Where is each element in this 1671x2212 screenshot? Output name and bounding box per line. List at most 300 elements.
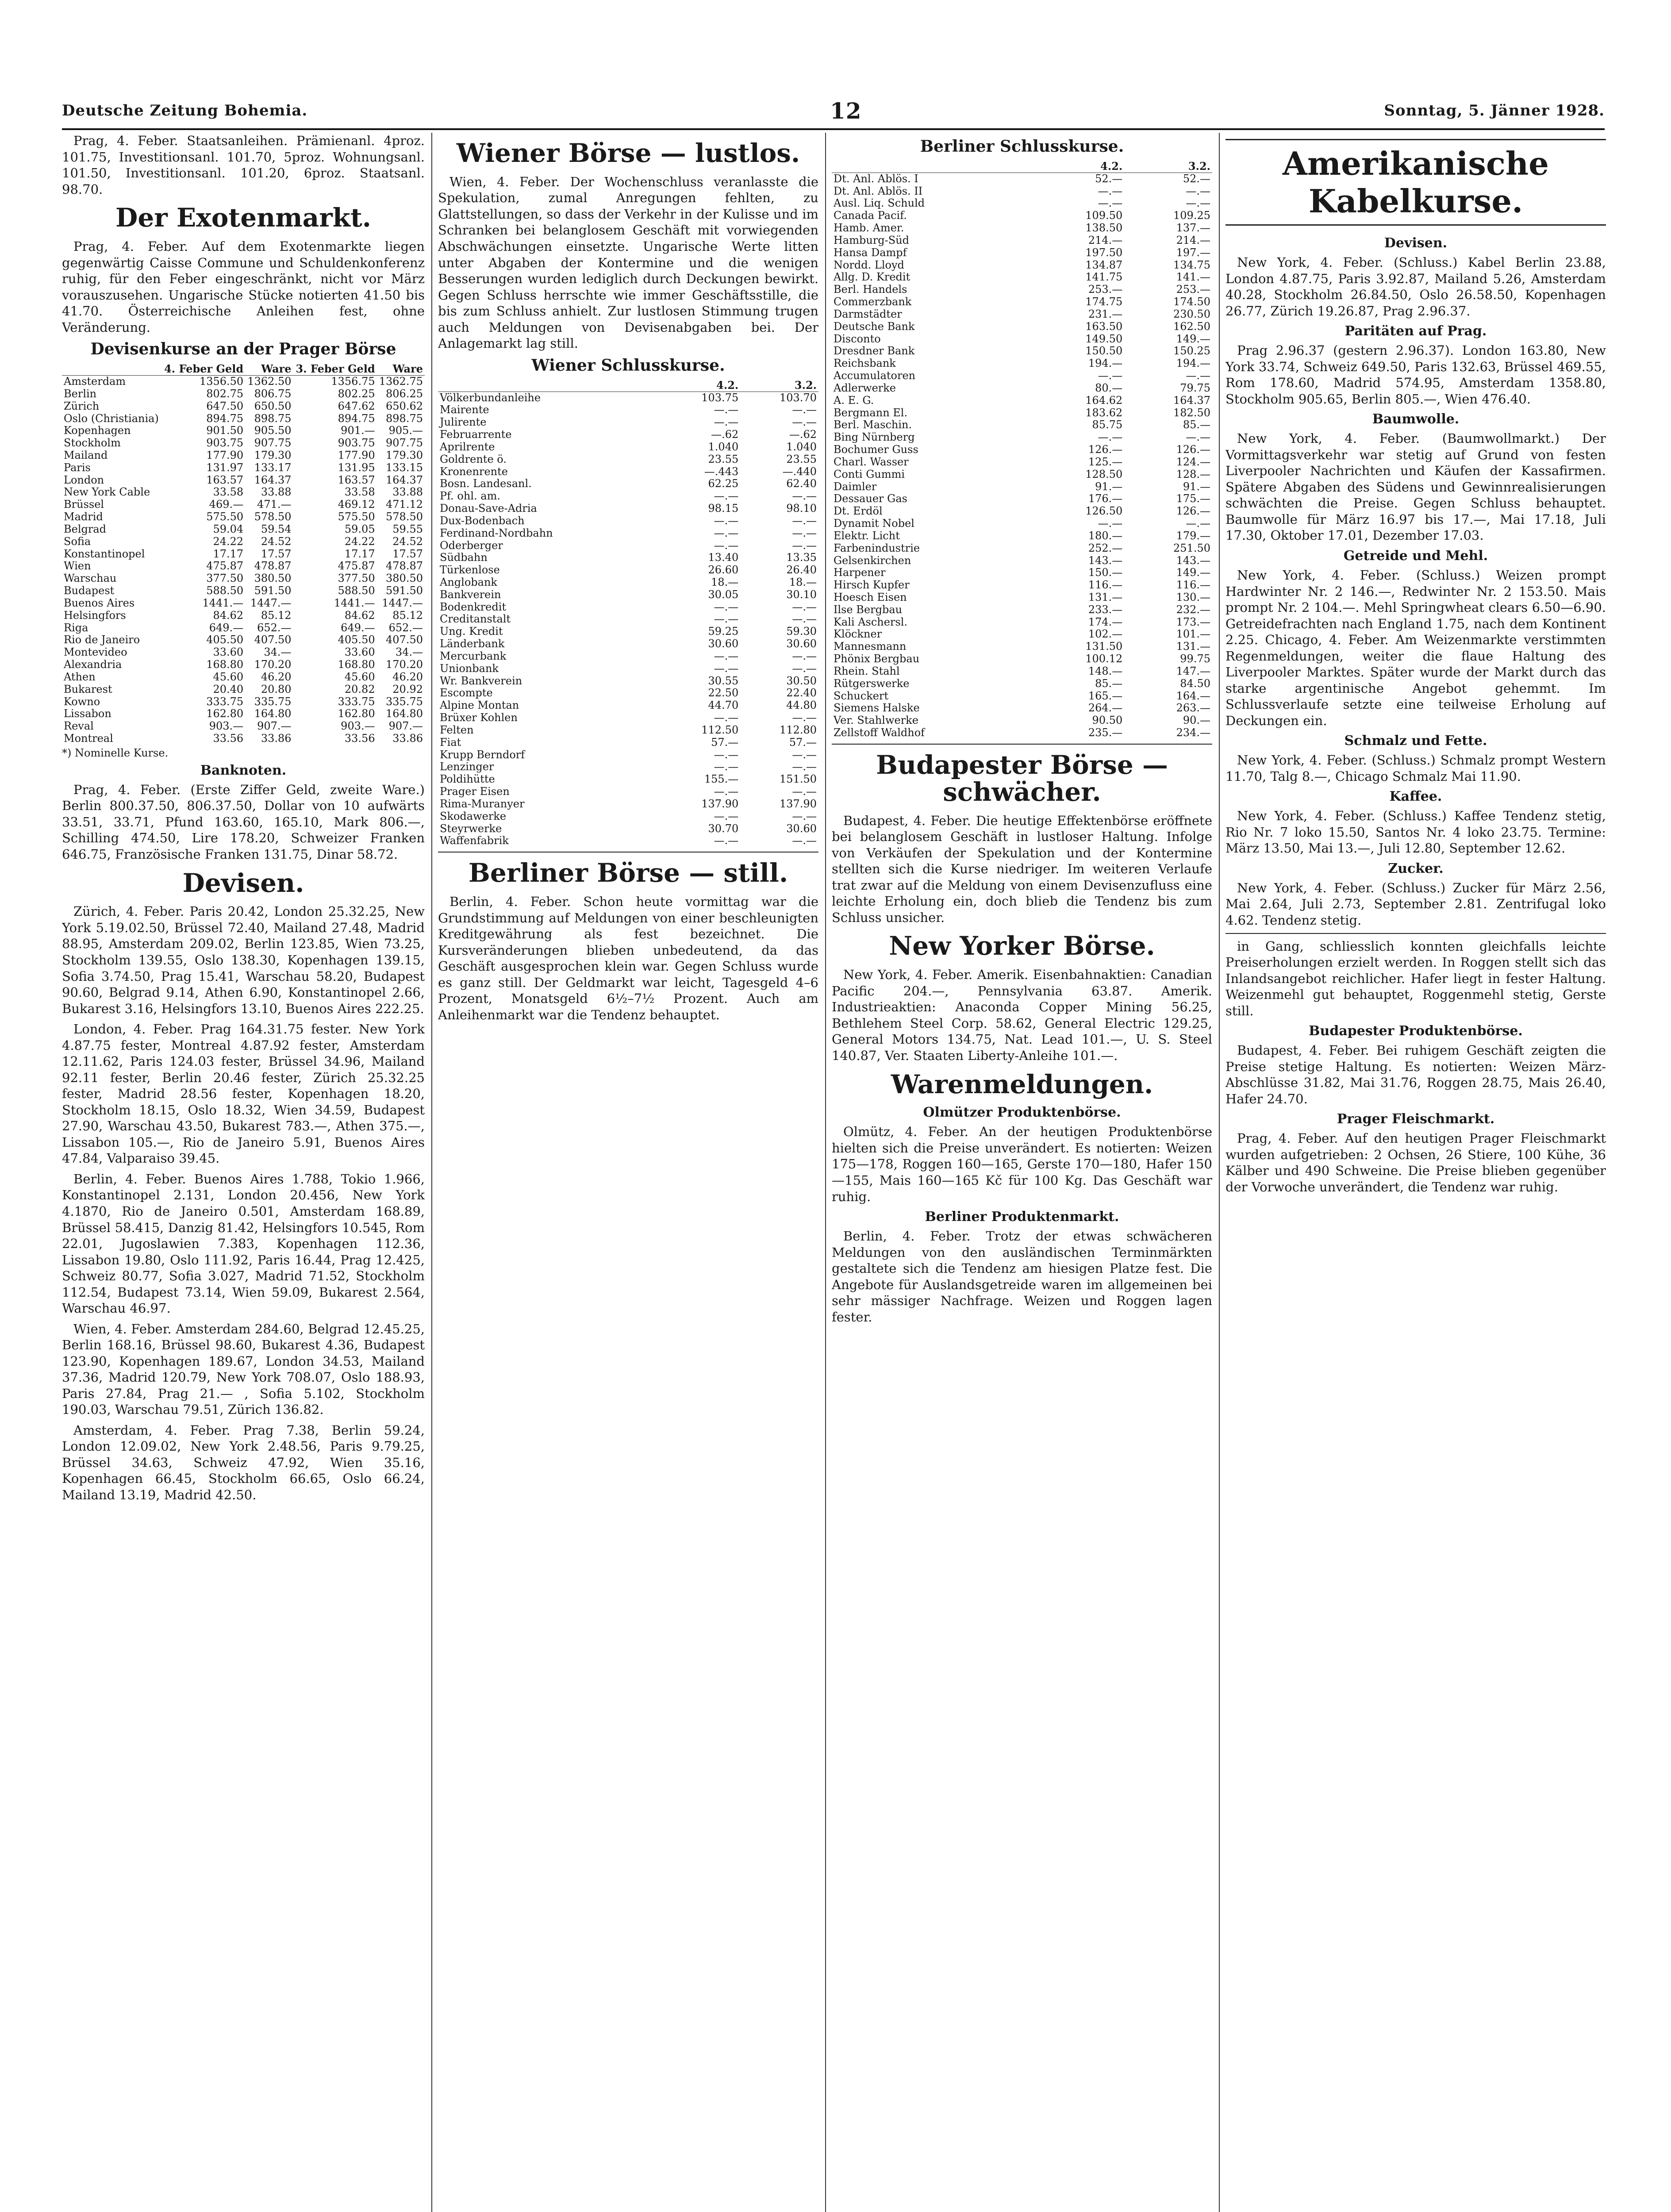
- table-row: [832, 641, 1212, 653]
- quote-value: 44.80: [786, 699, 817, 712]
- table-row: [62, 708, 425, 720]
- quote-value: 164.37: [254, 474, 292, 486]
- table-row: [62, 597, 425, 610]
- table-row: [438, 626, 818, 638]
- table-row: [438, 429, 818, 441]
- quote-value: 901.50: [206, 425, 244, 437]
- quote-value: —.—: [714, 761, 739, 773]
- row-label: Steyrwerke: [440, 822, 502, 835]
- quote-value: 33.88: [392, 486, 423, 499]
- quote-value: 34.—: [395, 646, 423, 659]
- devisen-heading: Devisen.: [182, 868, 304, 898]
- row-label: Hamburg-Süd: [834, 234, 910, 246]
- kabel-devisen-heading: Devisen.: [1384, 235, 1448, 251]
- quote-value: 34.—: [264, 646, 292, 659]
- row-label: Athen: [64, 671, 96, 683]
- row-label: Warschau: [64, 572, 117, 585]
- row-label: Rima-Muranyer: [440, 798, 525, 810]
- table-row: [832, 665, 1212, 678]
- row-label: Dux-Bodenbach: [440, 515, 525, 527]
- quote-value: —.—: [714, 786, 739, 798]
- table-row: [832, 567, 1212, 579]
- row-label: Ilse Bergbau: [834, 603, 903, 616]
- quote-value: 591.50: [254, 585, 292, 597]
- quote-value: 802.75: [206, 388, 244, 400]
- quote-value: 133.17: [254, 461, 292, 474]
- quote-value: —.62: [789, 429, 817, 441]
- quote-value: —.—: [792, 662, 817, 675]
- quote-value: 162.50: [1173, 320, 1210, 333]
- table-row: [62, 733, 425, 745]
- quote-value: 22.40: [786, 687, 817, 699]
- quote-value: 128.—: [1176, 468, 1210, 480]
- table-row: [832, 493, 1212, 505]
- row-label: Dt. Erdöl: [834, 505, 883, 518]
- table-row: [832, 382, 1212, 395]
- quote-value: 30.10: [786, 588, 817, 601]
- row-label: Amsterdam: [64, 375, 126, 388]
- row-label: Fiat: [440, 736, 461, 749]
- quote-value: —.—: [792, 416, 817, 429]
- row-label: Bukarest: [64, 683, 112, 695]
- row-label: Commerzbank: [834, 296, 912, 308]
- quote-value: 649.—: [209, 622, 244, 634]
- quote-value: 116.—: [1088, 579, 1123, 591]
- row-label: Südbahn: [440, 552, 488, 564]
- quote-value: 17.57: [392, 548, 423, 560]
- quote-value: 130.—: [1176, 591, 1210, 603]
- warenmeldungen-heading: Warenmeldungen.: [891, 1069, 1153, 1099]
- quote-value: 251.50: [1173, 542, 1210, 554]
- quote-value: 578.50: [386, 511, 423, 523]
- quote-value: 109.50: [1085, 210, 1123, 222]
- table-row: [832, 345, 1212, 357]
- quote-value: —.—: [1186, 185, 1210, 197]
- table-row: [438, 466, 818, 478]
- row-label: Ferdinand-Nordbahn: [440, 527, 553, 539]
- quote-value: 109.25: [1173, 210, 1210, 222]
- quote-value: 903.—: [209, 720, 244, 733]
- row-label: Dt. Anl. Ablös. II: [834, 185, 923, 197]
- col-header: 3.2.: [1124, 160, 1212, 173]
- quote-value: 163.50: [1085, 320, 1123, 333]
- schmalz-text: New York, 4. Feber. (Schluss.) Schmalz prompt Western 11.70, Talg 8.—, Chicago Schmalz Mai 11.90.: [1225, 753, 1606, 784]
- row-label: Daimler: [834, 480, 877, 493]
- quote-value: 20.82: [344, 683, 375, 695]
- row-label: Skodawerke: [440, 810, 507, 822]
- row-label: Krupp Berndorf: [440, 749, 525, 761]
- col-header: 3. Feber Geld: [293, 363, 377, 375]
- quote-value: 903.75: [338, 437, 375, 449]
- quote-value: 23.55: [708, 453, 739, 465]
- column-three: [832, 133, 1212, 2212]
- row-label: Hamb. Amer.: [834, 222, 904, 234]
- quote-value: 133.15: [386, 461, 423, 474]
- getreide-continuation-text: in Gang, schliesslich konnten gleichfalls leichte Preiserholungen erzielt werden. In Roggen stellt sich das Inlandsangebot reichlicher. Hafer liegt in fester Haltung. Weizenmehl gut behauptet, Roggenmehl stetig, Gerste still.: [1225, 938, 1606, 1018]
- quote-value: 33.86: [261, 733, 292, 745]
- quote-value: 650.50: [254, 400, 292, 412]
- row-label: Bankverein: [440, 588, 501, 601]
- row-label: Februarrente: [440, 429, 512, 441]
- quote-value: 150.25: [1173, 345, 1210, 357]
- table-row: [62, 572, 425, 585]
- table-row: [438, 823, 818, 835]
- quote-value: 155.—: [704, 773, 739, 786]
- row-label: Brüxer Kohlen: [440, 712, 518, 724]
- table-row: [832, 727, 1212, 739]
- row-label: Montreal: [64, 733, 113, 745]
- berliner-schlusskurse-heading: Berliner Schlusskurse.: [920, 137, 1124, 156]
- table-row: [832, 690, 1212, 703]
- quote-value: 147.—: [1176, 665, 1210, 677]
- row-label: Ver. Stahlwerke: [834, 714, 918, 727]
- wiener-schlusskurse-rows: [438, 392, 818, 847]
- quote-value: 85.75: [1092, 419, 1123, 431]
- quote-value: 252.—: [1088, 542, 1123, 554]
- quote-value: —.—: [714, 662, 739, 675]
- quote-value: 99.75: [1180, 653, 1210, 665]
- row-label: Mercurbank: [440, 650, 507, 662]
- olmuetzer-heading: Olmützer Produktenbörse.: [923, 1105, 1121, 1121]
- row-label: Donau-Save-Adria: [440, 503, 537, 515]
- quote-value: 103.70: [780, 392, 817, 404]
- quote-value: —.62: [711, 429, 739, 441]
- row-label: Bochumer Guss: [834, 444, 918, 456]
- row-label: Allg. D. Kredit: [834, 271, 910, 284]
- table-row: [62, 474, 425, 487]
- table-row: [438, 478, 818, 490]
- quote-value: 85.—: [1183, 419, 1210, 431]
- quote-value: —.—: [714, 515, 739, 527]
- quote-value: 647.50: [206, 400, 244, 412]
- col-header: 4. Feber Geld: [161, 363, 245, 375]
- row-label: Dt. Anl. Ablös. I: [834, 173, 918, 185]
- row-label: Waffenfabrik: [440, 835, 509, 847]
- paritaeten-text: Prag 2.96.37 (gestern 2.96.37). London 163.80, New York 33.74, Schweiz 649.50, Paris 132.63, Brüssel 469.55, Rom 178.60, Madrid 574.95, Amsterdam 1358.80, Stockholm 905.65, Berlin 805.—, Wien 476.40.: [1225, 343, 1606, 407]
- table-row: [438, 453, 818, 466]
- quote-value: 126.50: [1085, 505, 1123, 518]
- quote-value: 112.50: [701, 724, 739, 736]
- quote-value: 894.75: [338, 412, 375, 425]
- quote-value: 24.22: [344, 535, 375, 548]
- quote-value: —.—: [792, 761, 817, 773]
- table-row: [832, 579, 1212, 591]
- devisenkurse-heading: Devisenkurse an der Prager Börse: [90, 340, 396, 359]
- table-row: [438, 515, 818, 527]
- quote-value: 588.50: [206, 585, 244, 597]
- column-rule: [825, 133, 826, 2212]
- quote-value: 180.—: [1088, 530, 1123, 542]
- getreide-heading: Getreide und Mehl.: [1343, 548, 1488, 564]
- row-label: Riga: [64, 622, 88, 634]
- table-row: [438, 687, 818, 699]
- quote-value: —.—: [792, 539, 817, 552]
- quote-value: 26.40: [786, 564, 817, 576]
- table-row: [832, 591, 1212, 604]
- row-label: Dresdner Bank: [834, 345, 915, 357]
- olmuetzer-text: Olmütz, 4. Feber. An der heutigen Produktenbörse hielten sich die Preise unverändert. Es notierten: Weizen 175—178, Roggen 160—165, Gerste 170—180, Hafer 150—155, Mais 160—165 Kč für 100 Kg. Das Geschäft war ruhig.: [832, 1124, 1212, 1204]
- quote-value: 214.—: [1176, 234, 1210, 246]
- quote-value: —.—: [1186, 431, 1210, 444]
- quote-value: —.—: [714, 650, 739, 662]
- quote-value: 903.—: [341, 720, 375, 733]
- quote-value: 59.25: [708, 626, 739, 638]
- zucker-text: New York, 4. Feber. (Schluss.) Zucker für März 2.56, Mai 2.64, Juli 2.73, September 2.81. Zentrifugal loko 4.62. Tendenz stetig.: [1225, 880, 1606, 928]
- quote-value: 112.80: [780, 724, 817, 736]
- quote-value: 471.12: [386, 499, 423, 511]
- quote-value: 197.—: [1176, 246, 1210, 259]
- quote-value: 652.—: [257, 622, 292, 634]
- quote-value: 164.80: [254, 708, 292, 720]
- table-row: [438, 613, 818, 626]
- quote-value: 1.040: [708, 441, 739, 453]
- exotenmarkt-heading: Der Exotenmarkt.: [115, 203, 371, 233]
- berliner-boerse-text: Berlin, 4. Feber. Schon heute vormittag war die Grundstimmung auf Meldungen von einer beschleunigten Kreditgewährung als fest bezeichnet. Die Kursveränderungen blieben unbedeutend, da das Geschäft ausgesprochen klein war. Gegen Schluss wurde es ganz still. Der Geldmarkt war leicht, Tagesgeld 4–6 Prozent, Monatsgeld 6½–7½ Prozent. Auch am Anleihenmarkt war die Tendenz behauptet.: [438, 894, 818, 1022]
- table-row: [62, 659, 425, 671]
- schmalz-heading: Schmalz und Fette.: [1344, 733, 1487, 749]
- kaffee-heading: Kaffee.: [1389, 789, 1442, 805]
- quote-value: 214.—: [1088, 234, 1123, 246]
- row-label: Kronenrente: [440, 465, 508, 478]
- table-row: [62, 511, 425, 523]
- budapester-boerse-heading: Budapester Börse — schwächer.: [876, 749, 1168, 807]
- row-label: Canada Pacif.: [834, 210, 907, 222]
- table-row: [438, 576, 818, 589]
- col-header: Ware: [245, 363, 293, 375]
- quote-value: 163.57: [206, 474, 244, 486]
- table-row: [832, 653, 1212, 665]
- table-row: [438, 503, 818, 515]
- quote-value: 33.56: [344, 733, 375, 745]
- quote-value: 183.62: [1085, 407, 1123, 419]
- col-header: 4.2.: [662, 379, 741, 392]
- row-label: Prager Eisen: [440, 786, 510, 798]
- table-row: [832, 481, 1212, 493]
- quote-value: 894.75: [206, 412, 244, 425]
- table-row: [832, 542, 1212, 555]
- quote-value: 177.90: [206, 449, 244, 461]
- row-label: Bosn. Landesanl.: [440, 478, 532, 490]
- quote-value: 150.50: [1085, 345, 1123, 357]
- new-yorker-boerse-text: New York, 4. Feber. Amerik. Eisenbahnaktien: Canadian Pacific 204.—, Pennsylvania 63.87. Amerik. Industrieaktien: Anaconda Copper Mining 56.25, Bethlehem Steel Corp. 58.62, General Electric 129.25, General Motors 134.75, Nat. Lead 101.—, U. S. Steel 140.87, Ver. Staaten Liberty-Anleihe 101.—.: [832, 967, 1212, 1063]
- quote-value: —.—: [1186, 518, 1210, 530]
- row-label: Disconto: [834, 333, 881, 345]
- berliner-produkten-heading: Berliner Produktenmarkt.: [925, 1209, 1119, 1225]
- quote-value: —.—: [714, 749, 739, 761]
- quote-value: 90.—: [1183, 714, 1210, 727]
- quote-value: 264.—: [1088, 702, 1123, 714]
- row-label: Phönix Bergbau: [834, 653, 920, 665]
- table-row: [832, 284, 1212, 296]
- row-label: Paris: [64, 461, 91, 474]
- quote-value: 164.37: [386, 474, 423, 486]
- table-row: [62, 585, 425, 597]
- quote-value: 22.50: [708, 687, 739, 699]
- table-row: [62, 425, 425, 437]
- quote-value: —.—: [792, 786, 817, 798]
- row-label: Kowno: [64, 695, 100, 708]
- quote-value: 33.58: [213, 486, 244, 499]
- table-row: [832, 185, 1212, 198]
- row-label: A. E. G.: [834, 394, 874, 407]
- quote-value: 1356.50: [199, 375, 244, 388]
- row-label: Anglobank: [440, 576, 497, 588]
- row-label: Poldihütte: [440, 773, 495, 786]
- table-row: [832, 197, 1212, 210]
- quote-value: —.—: [792, 650, 817, 662]
- getreide-text: New York, 4. Feber. (Schluss.) Weizen prompt Hardwinter Nr. 2 146.—, Redwinter Nr. 2 153.50. Mais prompt Nr. 2 104.—. Mehl Springwheat clears 6.50—6.90. Getreidefrachten nach England 1.75, nach dem Kontinent 2.25. Chicago, 4. Feber. Am Weizenmarkte verstimmten Regenmeldungen, weiter die flaue Haltung des Liverpooler Marktes. Später wurde der Markt durch das starke argentinische Angebot gehemmt. Im Schlussverlaufe setzte eine teilweise Erholung auf Deckungen ein.: [1225, 567, 1606, 728]
- quote-value: 806.25: [386, 388, 423, 400]
- quote-value: 164.—: [1176, 690, 1210, 702]
- quote-value: 17.17: [344, 548, 375, 560]
- table-row: [438, 712, 818, 724]
- quote-value: 469.—: [209, 499, 244, 511]
- table-row: [438, 798, 818, 810]
- table-row: [62, 671, 425, 684]
- quote-value: 588.50: [338, 585, 375, 597]
- row-label: Siemens Halske: [834, 702, 920, 714]
- table-row: [438, 404, 818, 416]
- table-row: [62, 413, 425, 425]
- quote-value: 134.75: [1173, 259, 1210, 271]
- row-label: Wien: [64, 560, 91, 572]
- quote-value: 1356.75: [331, 375, 375, 388]
- row-label: Hirsch Kupfer: [834, 579, 910, 591]
- quote-value: 45.60: [344, 671, 375, 683]
- devisenkurse-table: [62, 363, 425, 745]
- quote-value: 131.97: [206, 461, 244, 474]
- table-row: [832, 555, 1212, 567]
- quote-value: 377.50: [338, 572, 375, 585]
- row-label: Klöckner: [834, 628, 882, 641]
- baumwolle-text: New York, 4. Feber. (Baumwollmarkt.) Der Vormittagsverkehr war stetig auf Grund von festen Liverpooler Nachrichten und Käufen der Kassafirmen. Spätere Abgaben des Südens und Gewinnrealisierungen schwächten die Preise. Gegen Schluss behauptet. Baumwolle für März 16.97 bis 17.—, Mai 17.18, Juli 17.30, Oktober 17.01, Dezember 17.03.: [1225, 431, 1606, 543]
- quote-value: 253.—: [1176, 284, 1210, 296]
- row-label: Reichsbank: [834, 357, 896, 370]
- table-row: [438, 749, 818, 761]
- row-label: Reval: [64, 720, 94, 733]
- table-row: [832, 296, 1212, 308]
- quote-value: 197.50: [1085, 246, 1123, 259]
- quote-value: 30.05: [708, 588, 739, 601]
- section-rule: [832, 744, 1212, 745]
- quote-value: —.—: [792, 712, 817, 724]
- berliner-boerse-heading: Berliner Börse — still.: [468, 858, 788, 888]
- table-row: [438, 699, 818, 712]
- row-label: Budapest: [64, 585, 115, 597]
- staatsanleihen-text: Prag, 4. Feber. Staatsanleihen. Prämienanl. 4proz. 101.75, Investitionsanl. 101.70, 5proz. Wohnungsanl. 101.50, Investitionsanl. 101.20, 6proz. Staatsanl. 98.70.: [62, 133, 425, 197]
- quote-value: 52.—: [1183, 173, 1210, 185]
- quote-value: 907.75: [254, 437, 292, 449]
- quote-value: 335.75: [386, 695, 423, 708]
- quote-value: 151.50: [780, 773, 817, 786]
- quote-value: 30.70: [708, 822, 739, 835]
- quote-value: 33.58: [344, 486, 375, 499]
- quote-value: —.—: [792, 404, 817, 416]
- table-row: [438, 416, 818, 429]
- fleischmarkt-heading: Prager Fleischmarkt.: [1337, 1111, 1495, 1127]
- row-label: Aprilrente: [440, 441, 495, 453]
- wiener-boerse-text: Wien, 4. Feber. Der Wochenschluss veranlasste die Spekulation, zumal Anregungen fehlten, zu Glattstellungen, so dass der Verkehr in der Kulisse und im Schranken bei belanglosem Geschäft mit vorwiegenden Abschwächungen einsetzte. Ungarische Werte litten unter Abgaben der Kontermine und die wenigen Besserungen wurden lediglich durch Deckungen bewirkt. Gegen Schluss herrschte wie immer Geschäftsstille, die bis zum Schluss anhielt. Zur lustlosen Stimmung trugen auch Meldungen von Devisenabgaben bei. Der Anlagemarkt lag still.: [438, 174, 818, 351]
- quote-value: 231.—: [1088, 308, 1123, 320]
- row-label: Oslo (Christiania): [64, 412, 159, 425]
- kaffee-text: New York, 4. Feber. (Schluss.) Kaffee Tendenz stetig, Rio Nr. 7 loko 15.50, Santos Nr. 4 loko 23.75. Termine: März 13.50, Mai 13.—, Juli 12.80, September 12.62.: [1225, 808, 1606, 856]
- quote-value: 1441.—: [334, 597, 375, 609]
- row-label: Felten: [440, 724, 474, 736]
- quote-value: 134.87: [1085, 259, 1123, 271]
- quote-value: 18.—: [789, 576, 817, 588]
- table-row: [438, 601, 818, 614]
- quote-value: 131.50: [1085, 641, 1123, 653]
- quote-value: 44.70: [708, 699, 739, 712]
- quote-value: 175.—: [1176, 493, 1210, 505]
- quote-value: 179.30: [386, 449, 423, 461]
- exotenmarkt-text: Prag, 4. Feber. Auf dem Exotenmarkte liegen gegenwärtig Caisse Commune und Schuldenkonferenz ruhig, für den Feber eingeschränkt, nicht vor März vorauszusehen. Ungarische Stücke notierten 41.50 bis 41.70. Österreichische Anleihen fest, ohne Veränderung.: [62, 239, 425, 335]
- row-label: Pf. ohl. am.: [440, 490, 500, 503]
- table-row: [832, 333, 1212, 346]
- quote-value: 126.—: [1176, 444, 1210, 456]
- row-label: Conti Gummi: [834, 468, 905, 480]
- quote-value: 126.—: [1176, 505, 1210, 518]
- row-label: Goldrente ö.: [440, 453, 507, 465]
- table-row: [438, 527, 818, 540]
- quote-value: 85.—: [1095, 677, 1123, 690]
- quote-value: 59.04: [213, 523, 244, 535]
- row-label: Rio de Janeiro: [64, 634, 140, 646]
- quote-value: 79.75: [1180, 382, 1210, 394]
- row-label: Wr. Bankverein: [440, 675, 522, 687]
- quote-value: 137.90: [780, 798, 817, 810]
- quote-value: 806.75: [254, 388, 292, 400]
- row-label: Dynamit Nobel: [834, 518, 914, 530]
- quote-value: 98.15: [708, 503, 739, 515]
- quote-value: 1362.75: [379, 375, 423, 388]
- row-label: Darmstädter: [834, 308, 902, 320]
- table-row: [62, 684, 425, 696]
- section-rule: [1225, 933, 1606, 934]
- row-label: Nordd. Lloyd: [834, 259, 904, 271]
- quote-value: 137.90: [701, 798, 739, 810]
- quote-value: 177.90: [338, 449, 375, 461]
- quote-value: 174.50: [1173, 296, 1210, 308]
- table-row: [832, 259, 1212, 272]
- table-row: [832, 518, 1212, 530]
- quote-value: 46.20: [392, 671, 423, 683]
- devisen-berlin: Berlin, 4. Feber. Buenos Aires 1.788, Tokio 1.966, Konstantinopel 2.131, London 20.456, New York 4.1870, Rio de Janeiro 0.501, Amsterdam 168.89, Brüssel 58.415, Danzig 81.42, Helsingfors 10.545, Rom 22.01, Jugoslawien 7.383, Kopenhagen 112.36, Lissabon 19.80, Oslo 111.92, Paris 16.44, Prag 12.425, Schweiz 80.77, Sofia 3.027, Madrid 71.52, Stockholm 112.54, Budapest 73.14, Wien 59.09, Bukarest 2.564, Warschau 46.97.: [62, 1171, 425, 1316]
- quote-value: —.—: [792, 601, 817, 613]
- row-label: Mannesmann: [834, 641, 907, 653]
- table-row: [832, 210, 1212, 222]
- table-row: [832, 271, 1212, 284]
- quote-value: —.440: [782, 465, 817, 478]
- column-two: [438, 133, 818, 2212]
- quote-value: 30.50: [786, 675, 817, 687]
- berliner-produkten-text: Berlin, 4. Feber. Trotz der etwas schwächeren Meldungen von den ausländischen Terminmärkten gestaltete sich die Tendenz am hiesigen Platze fest. Die Angebote für Auslandsgetreide waren im allgemeinen bei sehr mässiger Nachfrage. Weizen und Roggen lagen fester.: [832, 1229, 1212, 1325]
- quote-value: 407.50: [254, 634, 292, 646]
- berliner-schlusskurse-rows: [832, 173, 1212, 739]
- table-row: [832, 456, 1212, 469]
- quote-value: 59.05: [344, 523, 375, 535]
- row-label: Rhein. Stahl: [834, 665, 900, 677]
- quote-value: 1.040: [786, 441, 817, 453]
- quote-value: 164.37: [1173, 394, 1210, 407]
- row-label: Harpener: [834, 567, 886, 579]
- quote-value: 194.—: [1088, 357, 1123, 370]
- row-label: Dessauer Gas: [834, 493, 907, 505]
- table-row: [832, 308, 1212, 321]
- quote-value: 13.40: [708, 552, 739, 564]
- row-label: Lissabon: [64, 708, 111, 720]
- row-label: Gelsenkirchen: [834, 554, 911, 567]
